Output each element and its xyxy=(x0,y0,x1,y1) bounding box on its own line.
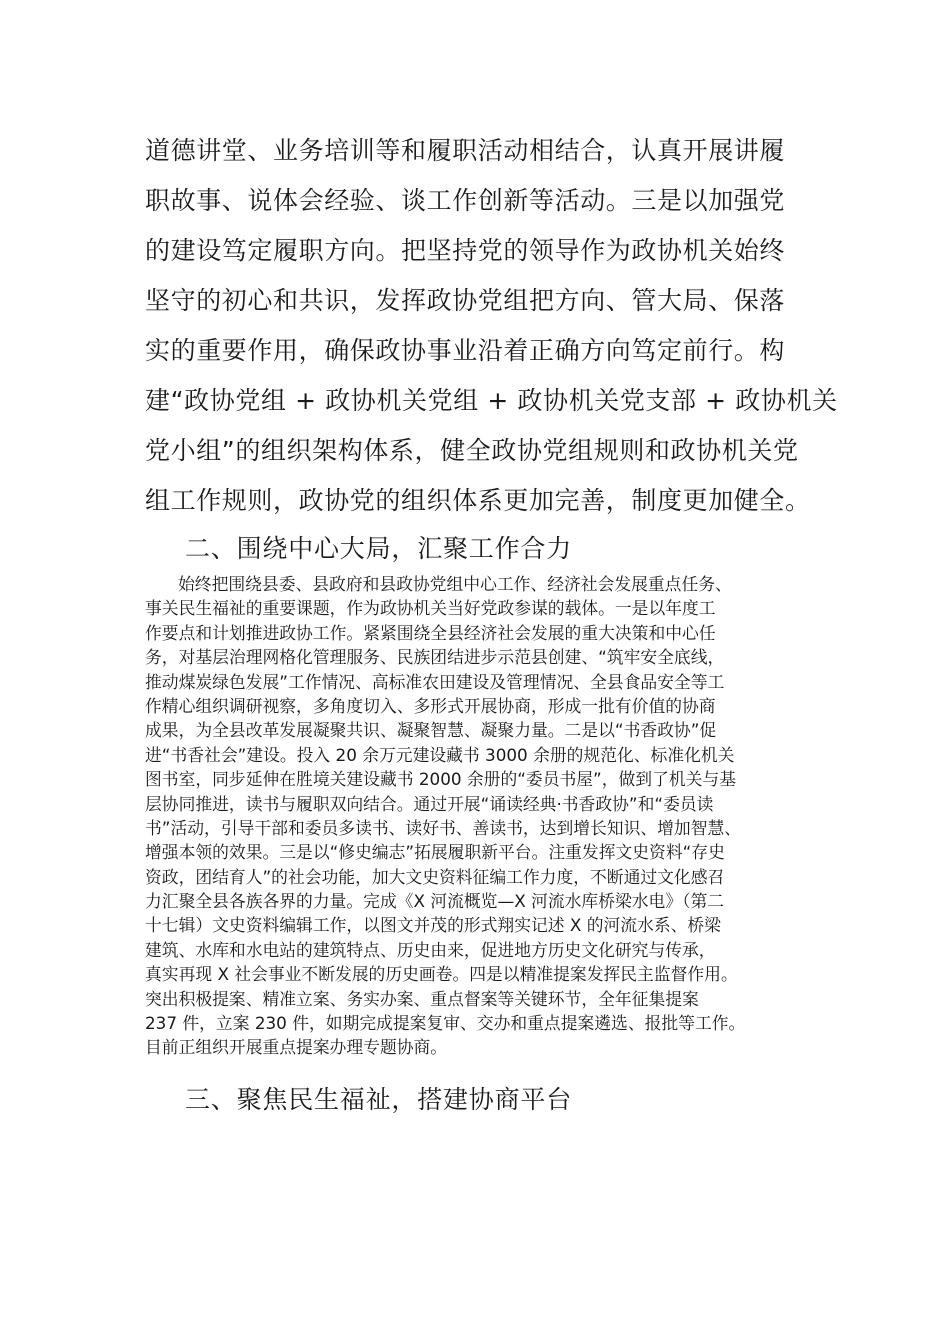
paragraph-line: 资政，团结育人”的社会功能，加大文史资料征编工作力度，不断通过文化感召 xyxy=(145,866,725,887)
paragraph-line: 作要点和计划推进政协工作。紧紧围绕全县经济社会发展的重大决策和中心任 xyxy=(145,622,716,643)
intro-line: 道德讲堂、业务培训等和履职活动相结合，认真开展讲履 xyxy=(145,136,786,165)
paragraph-line: 目前正组织开展重点提案办理专题协商。 xyxy=(145,1037,448,1058)
paragraph-line: 事关民生福祉的重要课题，作为政协机关当好党政参谋的载体。一是以年度工 xyxy=(145,598,716,619)
intro-line: 组工作规则，政协党的组织体系更加完善，制度更加健全。 xyxy=(145,486,811,515)
paragraph-line: 务，对基层治理网格化管理服务、民族团结进步示范县创建、“筑牢安全底线， xyxy=(145,647,725,668)
intro-paragraph xyxy=(145,126,838,526)
intro-line: 坚守的初心和共识，发挥政协党组把方向、管大局、保落 xyxy=(145,286,786,315)
intro-line: 职故事、说体会经验、谈工作创新等活动。三是以加强党 xyxy=(145,186,786,215)
intro-line: 建“政协党组 + 政协机关党组 + 政协机关党支部 + 政协机关 xyxy=(145,386,838,415)
paragraph-line: 增强本领的效果。三是以“修史编志”拓展履职新平台。注重发挥文史资料“存史 xyxy=(145,842,725,863)
paragraph-line: 进“书香社会”建设。投入 20 余万元建设藏书 3000 余册的规范化、标准化机关 xyxy=(145,744,735,765)
section-2-paragraph xyxy=(145,572,825,1060)
paragraph-line: 层协同推进，读书与履职双向结合。通过开展“诵读经典·书香政协”和“委员读 xyxy=(145,793,714,814)
intro-line: 实的重要作用，确保政协事业沿着正确方向笃定前行。构 xyxy=(145,336,786,365)
paragraph-line: 十七辑）文史资料编辑工作，以图文并茂的形式翔实记述 X 的河流水系、桥梁 xyxy=(145,915,721,936)
intro-line: 的建设笃定履职方向。把坚持党的领导作为政协机关始终 xyxy=(145,236,786,265)
paragraph-line: 图书室，同步延伸在胜境关建设藏书 2000 余册的“委员书屋”，做到了机关与基 xyxy=(145,769,736,790)
paragraph-line: 建筑、水库和水电站的建筑特点、历史由来，促进地方历史文化研究与传承， xyxy=(145,939,716,960)
paragraph-line: 力汇聚全县各族各界的力量。完成《X 河流概览—X 河流水库桥梁水电》（第二 xyxy=(145,891,725,912)
paragraph-line: 始终把围绕县委、县政府和县政协党组中心工作、经济社会发展重点任务、 xyxy=(178,574,732,594)
paragraph-line: 237 件，立案 230 件，如期完成提案复审、交办和重点提案遴选、报批等工作。 xyxy=(145,1013,746,1034)
section-3-heading: 三、聚焦民生福祉，搭建协商平台 xyxy=(185,1085,573,1114)
section-2-heading: 二、围绕中心大局，汇聚工作合力 xyxy=(185,534,573,563)
paragraph-line: 作精心组织调研视察，多角度切入、多形式开展协商，形成一批有价值的协商 xyxy=(145,695,716,716)
paragraph-line: 推动煤炭绿色发展”工作情况、高标准农田建设及管理情况、全县食品安全等工 xyxy=(145,671,725,692)
paragraph-line: 书”活动，引导干部和委员多读书、读好书、善读书，达到增长知识、增加智慧、 xyxy=(145,817,742,838)
paragraph-line: 成果，为全县改革发展凝聚共识、凝聚智慧、凝聚力量。二是以“书香政协”促 xyxy=(145,720,717,741)
paragraph-line: 突出积极提案、精准立案、务实办案、重点督案等关键环节，全年征集提案 xyxy=(145,988,699,1009)
intro-line: 党小组”的组织架构体系，健全政协党组规则和政协机关党 xyxy=(145,436,799,465)
paragraph-line: 真实再现 X 社会事业不断发展的历史画卷。四是以精准提案发挥民主监督作用。 xyxy=(145,964,738,985)
